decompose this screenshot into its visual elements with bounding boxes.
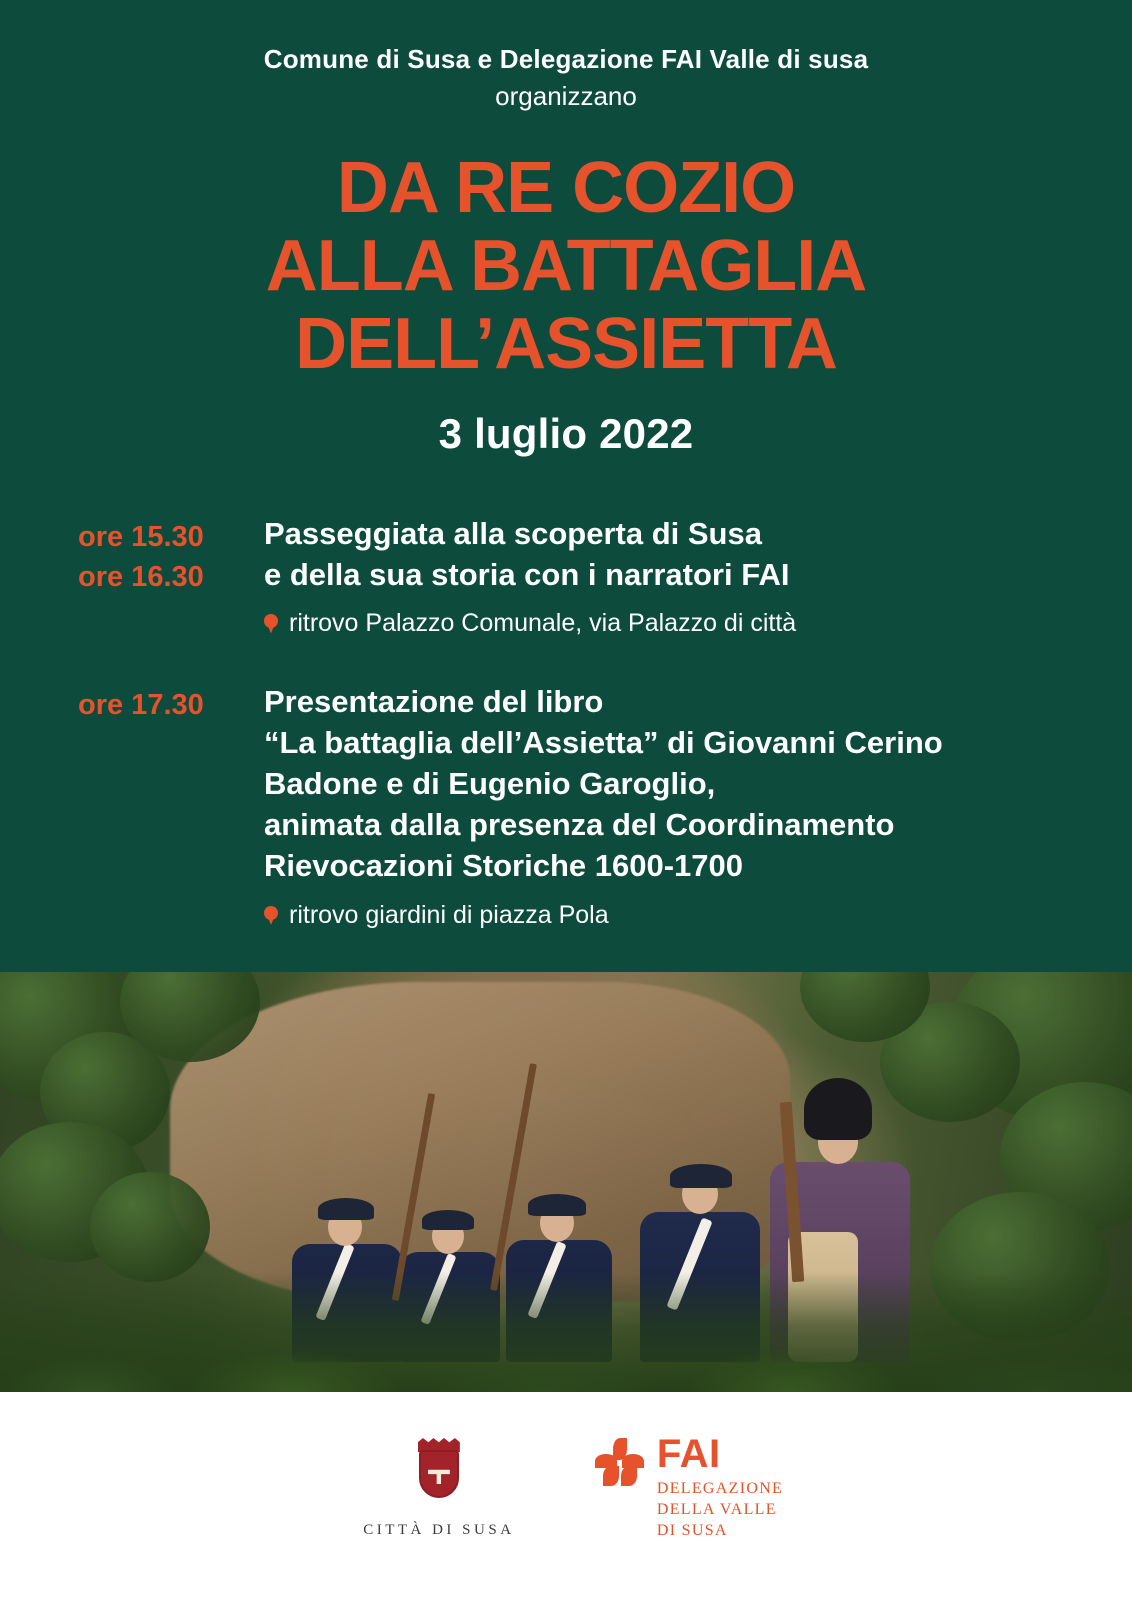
title-line-2: ALLA BATTAGLIA (265, 226, 867, 307)
schedule-times (78, 514, 264, 597)
schedule-description-line: “La battaglia dell’Assietta” di Giovanni Cerino (264, 725, 943, 761)
schedule-venue (264, 609, 1092, 638)
title-line-3: DELL’ASSIETTA (295, 303, 837, 384)
schedule-list (0, 514, 1132, 930)
schedule-venue (264, 901, 1092, 930)
schedule-time: ore 15.30 (78, 520, 204, 553)
photo-figure-tricorn-hat (670, 1164, 732, 1188)
schedule-times (78, 682, 264, 725)
schedule-description (264, 514, 1092, 596)
photo-figure-bearskin-hat (804, 1078, 872, 1140)
photo-foreground-foliage (0, 1272, 1132, 1392)
susa-logo-caption: CITTÀ DI SUSA (363, 1522, 515, 1538)
schedule-venue-label: ritrovo giardini di piazza Pola (289, 900, 609, 929)
schedule-description-line: animata dalla presenza del Coordinamento (264, 807, 895, 843)
city-crest-icon (412, 1434, 466, 1508)
map-pin-icon (264, 614, 278, 634)
photo-figure-tricorn-hat (318, 1198, 374, 1220)
schedule-body (264, 514, 1092, 639)
schedule-item (78, 682, 1092, 930)
organizer-line-2: organizzano (495, 81, 637, 112)
organizer-line-1: Comune di Susa e Delegazione FAI Valle di susa (263, 44, 869, 74)
event-photo (0, 972, 1132, 1392)
fai-subtitle-line: DELEGAZIONE (656, 1480, 784, 1497)
schedule-description-line: Badone e di Eugenio Garoglio, (264, 766, 716, 802)
fai-logo-name: FAI (656, 1432, 721, 1476)
schedule-body (264, 682, 1092, 930)
fai-logo (595, 1434, 783, 1541)
fai-subtitle-line: DELLA VALLE (656, 1500, 777, 1518)
fai-subtitle-line: DI SUSA (656, 1521, 728, 1539)
photo-ivy (90, 1172, 210, 1282)
fai-logo-text (657, 1434, 783, 1541)
schedule-item (78, 514, 1092, 639)
fai-logo-subtitle (657, 1479, 783, 1541)
schedule-description (264, 682, 1092, 887)
schedule-venue-label: ritrovo Palazzo Comunale, via Palazzo di città (289, 609, 797, 638)
fai-flower-icon (595, 1438, 643, 1486)
schedule-description-line: e della sua storia con i narratori FAI (264, 556, 790, 592)
map-pin-icon (264, 906, 278, 926)
logo-row (0, 1392, 1132, 1541)
photo-figure-tricorn-hat (528, 1194, 586, 1216)
title-line-1: DA RE COZIO (336, 148, 796, 229)
susa-logo (349, 1434, 529, 1539)
schedule-time: ore 17.30 (78, 689, 204, 722)
footer-logos (0, 1392, 1132, 1600)
schedule-time: ore 16.30 (78, 560, 204, 593)
event-date: 3 luglio 2022 (438, 409, 694, 457)
schedule-description-line: Presentazione del libro (264, 684, 604, 720)
schedule-description-line: Rievocazioni Storiche 1600-1700 (264, 848, 744, 884)
photo-figure-tricorn-hat (422, 1210, 474, 1230)
page-title (0, 150, 1132, 383)
schedule-description-line: Passeggiata alla scoperta di Susa (264, 515, 762, 551)
